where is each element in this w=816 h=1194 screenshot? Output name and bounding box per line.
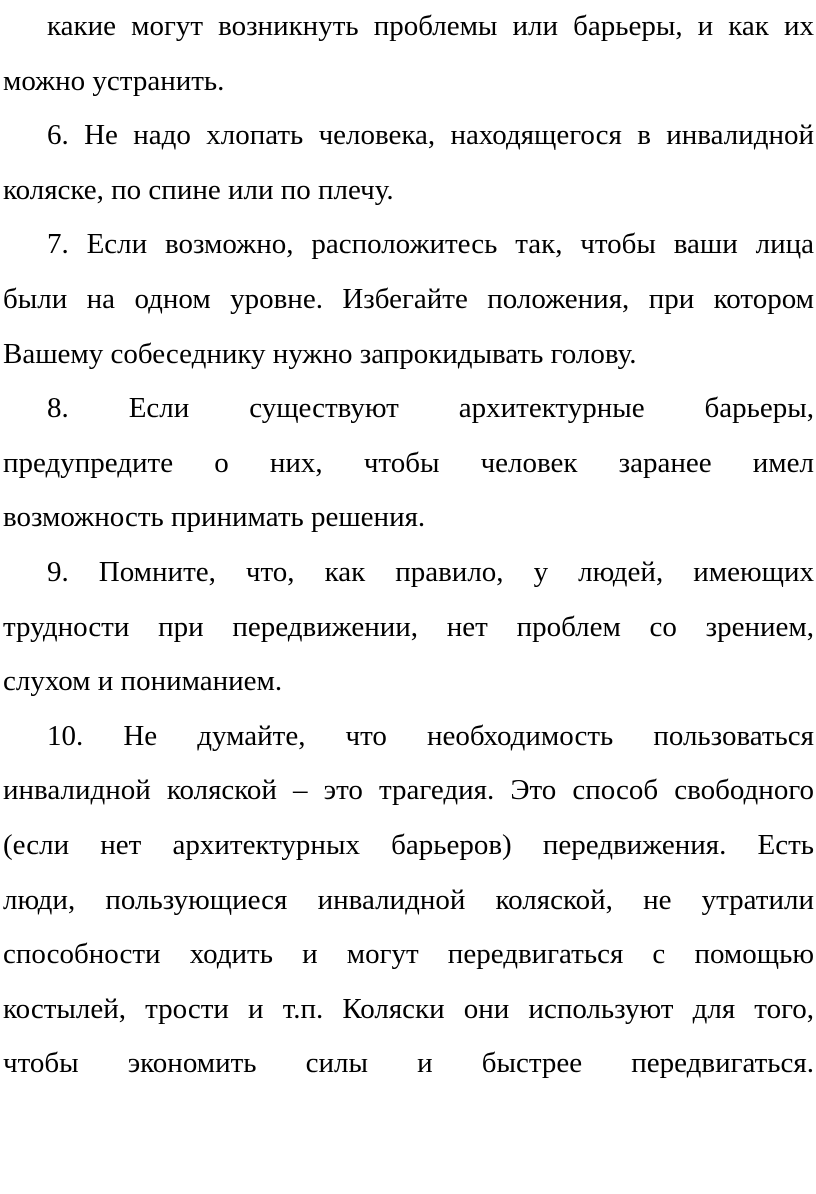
list-item-9-line: слухом и пониманием. <box>3 665 283 698</box>
list-item-10-line: люди, пользующиеся инвалидной коляской, не утратили <box>3 883 814 916</box>
list-item-8-line: возможность принимать решения. <box>3 501 426 534</box>
list-item-7-line: Вашему собеседнику нужно запрокидывать голову. <box>3 337 637 370</box>
list-item-10-line: (если нет архитектурных барьеров) передвижения. Есть <box>3 828 814 861</box>
list-item-8-line: 8. Если существуют архитектурные барьеры, <box>47 392 814 425</box>
list-item-7-line: были на одном уровне. Избегайте положения, при котором <box>3 282 814 315</box>
list-item-6-line: коляске, по спине или по плечу. <box>3 173 394 206</box>
list-item-10-line: способности ходить и могут передвигаться с помощью <box>3 938 814 971</box>
list-item-10-line: 10. Не думайте, что необходимость пользоваться <box>47 719 814 752</box>
list-item-10-line: чтобы экономить силы и быстрее передвигаться. <box>3 1047 814 1080</box>
list-item-8-line: предупредите о них, чтобы человек заранее имел <box>3 446 814 479</box>
list-item-9-line: трудности при передвижении, нет проблем со зрением, <box>3 610 814 643</box>
list-item-7-line: 7. Если возможно, расположитесь так, чтобы ваши лица <box>47 228 814 261</box>
list-item-10-line: инвалидной коляской – это трагедия. Это способ свободного <box>3 774 814 807</box>
paragraph-line: какие могут возникнуть проблемы или барьеры, и как их <box>47 10 814 42</box>
paragraph-line: можно устранить. <box>3 64 225 97</box>
list-item-10-line: костылей, трости и т.п. Коляски они используют для того, <box>3 992 814 1025</box>
list-item-9-line: 9. Помните, что, как правило, у людей, имеющих <box>47 555 814 588</box>
list-item-6-line: 6. Не надо хлопать человека, находящегося в инвалидной <box>47 119 814 152</box>
